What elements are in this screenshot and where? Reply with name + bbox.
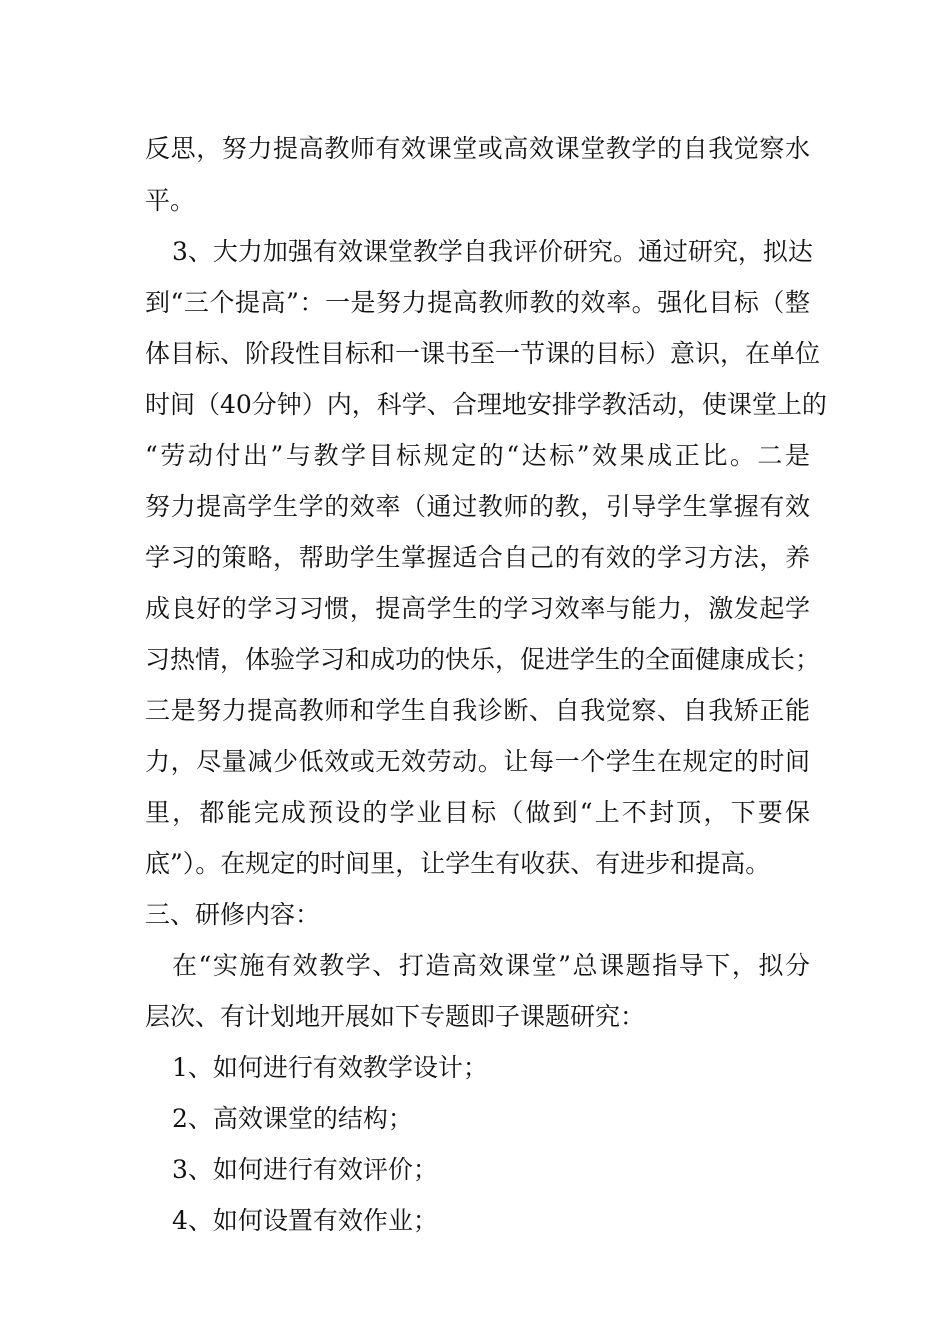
text-line: 学习的策略，帮助学生掌握适合自己的有效的学习方法，养 [145, 543, 810, 572]
list-item: 3、如何进行有效评价； [172, 1155, 438, 1184]
list-item: 2、高效课堂的结构； [172, 1104, 413, 1133]
text-line: 平。 [145, 186, 196, 215]
text-line: “劳动付出”与教学目标规定的“达标”效果成正比。二是 [145, 441, 810, 470]
text-line: 成良好的学习习惯，提高学生的学习效率与能力，激发起学 [145, 594, 810, 623]
text-line: 反思，努力提高教师有效课堂或高效课堂教学的自我觉察水 [145, 134, 810, 163]
text-line: 三是努力提高教师和学生自我诊断、自我觉察、自我矫正能 [145, 696, 810, 725]
text-line: 力，尽量减少低效或无效劳动。让每一个学生在规定的时间 [145, 747, 810, 776]
text-line: 里，都能完成预设的学业目标（做到“上不封顶，下要保 [145, 798, 810, 827]
text-line: 到“三个提高”：一是努力提高教师教的效率。强化目标（整 [145, 288, 810, 317]
text-line: 3、大力加强有效课堂教学自我评价研究。通过研究，拟达 [172, 237, 813, 266]
text-line: 层次、有计划地开展如下专题即子课题研究： [145, 1002, 646, 1031]
list-item: 1、如何进行有效教学设计； [172, 1053, 488, 1082]
list-item: 4、如何设置有效作业； [172, 1206, 438, 1235]
text-line: 在“实施有效教学、打造高效课堂”总课题指导下，拟分 [172, 951, 810, 980]
text-line: 努力提高学生学的效率（通过教师的教，引导学生掌握有效 [145, 492, 810, 521]
section-heading: 三、研修内容： [145, 900, 321, 929]
text-line: 时间（40分钟）内，科学、合理地安排学教活动，使课堂上的 [145, 390, 827, 419]
text-line: 体目标、阶段性目标和一课书至一节课的目标）意识，在单位 [145, 339, 821, 368]
text-line: 底”）。在规定的时间里，让学生有收获、有进步和提高。 [145, 849, 771, 878]
text-line: 习热情，体验学习和成功的快乐，促进学生的全面健康成长； [145, 645, 821, 674]
